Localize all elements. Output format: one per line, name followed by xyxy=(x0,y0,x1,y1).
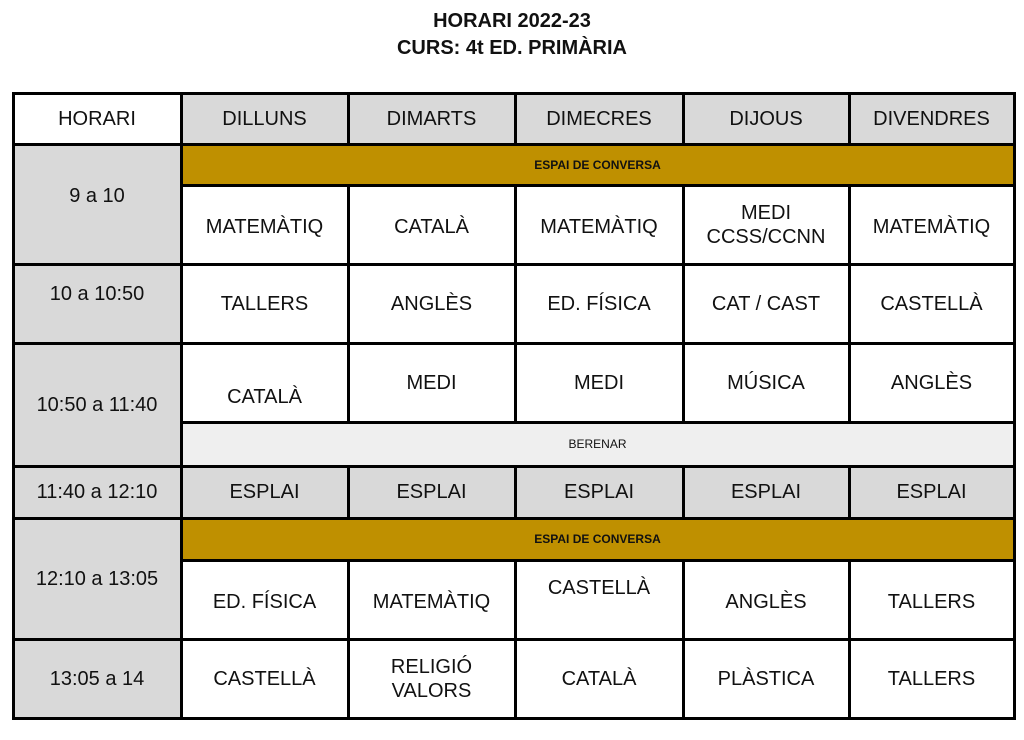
subject-cell xyxy=(181,185,348,264)
header-day-3-label: DIMECRES xyxy=(546,107,652,130)
page-title: HORARI 2022-23 xyxy=(433,10,591,32)
header-horari xyxy=(13,93,181,144)
subject-cell xyxy=(181,264,348,343)
subject-cell xyxy=(348,264,515,343)
time-slot-label: 9 a 10 xyxy=(69,185,125,207)
grid-line xyxy=(848,184,851,424)
grid-line xyxy=(682,465,685,520)
subject-cell-label: MATEMÀTIQ xyxy=(205,215,324,238)
subject-cell xyxy=(515,343,683,422)
grid-line xyxy=(514,559,517,720)
subject-cell-label: CATALÀ xyxy=(227,385,302,408)
subject-cell xyxy=(515,639,683,718)
header-horari-label: HORARI xyxy=(58,107,136,130)
header-day-2-label: DIMARTS xyxy=(386,107,477,130)
subject-cell-label: TALLERS xyxy=(220,292,309,315)
subject-cell xyxy=(348,560,515,639)
header-day-5-label: DIVENDRES xyxy=(873,107,990,130)
time-slot-label: 11:40 a 12:10 xyxy=(36,481,158,503)
time-slot xyxy=(13,264,181,343)
grid-line xyxy=(347,92,350,146)
subject-cell-label: CASTELLÀ xyxy=(880,292,983,315)
subject-cell xyxy=(849,343,1014,422)
subject-cell xyxy=(849,466,1014,518)
subject-cell-label: CATALÀ xyxy=(394,215,469,238)
subject-cell-label: ED. FÍSICA xyxy=(547,292,651,315)
time-slot xyxy=(13,518,181,639)
subject-cell xyxy=(181,343,348,422)
subject-cell-label: PLÀSTICA xyxy=(717,667,815,690)
grid-line xyxy=(682,92,685,146)
subject-cell-label: MATEMÀTIQ xyxy=(872,215,991,238)
header-day-5 xyxy=(849,93,1014,144)
subject-cell-label: ANGLÈS xyxy=(890,371,973,394)
grid-line xyxy=(1013,92,1016,720)
grid-line xyxy=(848,92,851,146)
subject-cell xyxy=(515,264,683,343)
subject-cell-label: ESPLAI xyxy=(229,481,300,503)
snack-bar xyxy=(181,422,1014,466)
grid-line xyxy=(514,184,517,424)
subject-cell-label: ESPLAI xyxy=(396,481,467,503)
page-subtitle: CURS: 4t ED. PRIMÀRIA xyxy=(396,37,627,59)
subject-cell xyxy=(683,466,849,518)
grid-line xyxy=(180,421,1016,424)
grid-line xyxy=(514,465,517,520)
subject-cell-label: MÚSICA xyxy=(727,371,805,394)
subject-cell xyxy=(515,560,683,639)
subject-cell-label: MEDI CCSS/CCNN xyxy=(706,201,826,248)
grid-line xyxy=(180,184,1016,187)
subject-cell xyxy=(683,185,849,264)
subject-cell-label: MEDI xyxy=(574,371,624,394)
subject-cell xyxy=(683,560,849,639)
grid-line xyxy=(347,184,350,424)
header-day-3 xyxy=(515,93,683,144)
time-slot xyxy=(13,639,181,718)
header-day-1-label: DILLUNS xyxy=(222,107,307,130)
grid-line xyxy=(347,559,350,720)
subject-cell xyxy=(849,560,1014,639)
subject-cell-label: TALLERS xyxy=(887,590,976,613)
time-slot-label: 12:10 a 13:05 xyxy=(35,567,159,590)
subject-cell xyxy=(348,466,515,518)
subject-cell-label: ANGLÈS xyxy=(390,292,473,315)
snack-bar-label: BERENAR xyxy=(568,437,627,451)
conversation-bar-label: ESPAI DE CONVERSA xyxy=(534,157,661,172)
subject-cell xyxy=(849,264,1014,343)
grid-line xyxy=(848,465,851,520)
subject-cell-label: MATEMÀTIQ xyxy=(372,590,491,613)
subject-cell xyxy=(683,264,849,343)
subject-cell-label: RELIGIÓ VALORS xyxy=(390,655,473,702)
subject-cell xyxy=(683,343,849,422)
subject-cell-label: ED. FÍSICA xyxy=(212,590,317,613)
subject-cell-label: CASTELLÀ xyxy=(547,576,651,599)
grid-line xyxy=(682,559,685,720)
subject-cell xyxy=(683,639,849,718)
subject-cell-label: MEDI xyxy=(406,371,457,394)
time-slot-label: 10 a 10:50 xyxy=(49,282,145,305)
subject-cell-label: ESPLAI xyxy=(563,481,635,503)
grid-line xyxy=(347,465,350,520)
subject-cell-label: ESPLAI xyxy=(730,481,802,503)
subject-cell-label: CAT / CAST xyxy=(711,292,821,315)
header-day-4-label: DIJOUS xyxy=(729,107,803,130)
header-day-4 xyxy=(683,93,849,144)
subject-cell xyxy=(348,185,515,264)
grid-line xyxy=(682,184,685,424)
subject-cell xyxy=(849,185,1014,264)
subject-cell-label: MATEMÀTIQ xyxy=(540,215,658,238)
time-slot-label: 13:05 a 14 xyxy=(49,667,145,690)
header-day-2 xyxy=(348,93,515,144)
subject-cell xyxy=(849,639,1014,718)
time-slot xyxy=(13,144,181,264)
grid-line xyxy=(12,92,15,720)
subject-cell xyxy=(515,466,683,518)
subject-cell-label: ESPLAI xyxy=(896,481,967,503)
subject-cell xyxy=(515,185,683,264)
conversation-bar-label: ESPAI DE CONVERSA xyxy=(534,532,661,546)
subject-cell xyxy=(348,343,515,422)
subject-cell xyxy=(348,639,515,718)
time-slot-label: 10:50 a 11:40 xyxy=(36,393,158,416)
conversation-bar xyxy=(181,144,1014,185)
time-slot xyxy=(13,466,181,518)
conversation-bar xyxy=(181,518,1014,560)
grid-line xyxy=(514,92,517,146)
subject-cell-label: CATALÀ xyxy=(561,667,637,690)
subject-cell-label: TALLERS xyxy=(887,667,976,690)
time-slot xyxy=(13,343,181,466)
subject-cell-label: CASTELLÀ xyxy=(213,667,316,690)
subject-cell-label: ANGLÈS xyxy=(725,590,807,613)
grid-line xyxy=(848,559,851,720)
subject-cell xyxy=(181,560,348,639)
subject-cell xyxy=(181,466,348,518)
subject-cell xyxy=(181,639,348,718)
header-day-1 xyxy=(181,93,348,144)
grid-line xyxy=(180,92,183,720)
grid-line xyxy=(180,559,1016,562)
